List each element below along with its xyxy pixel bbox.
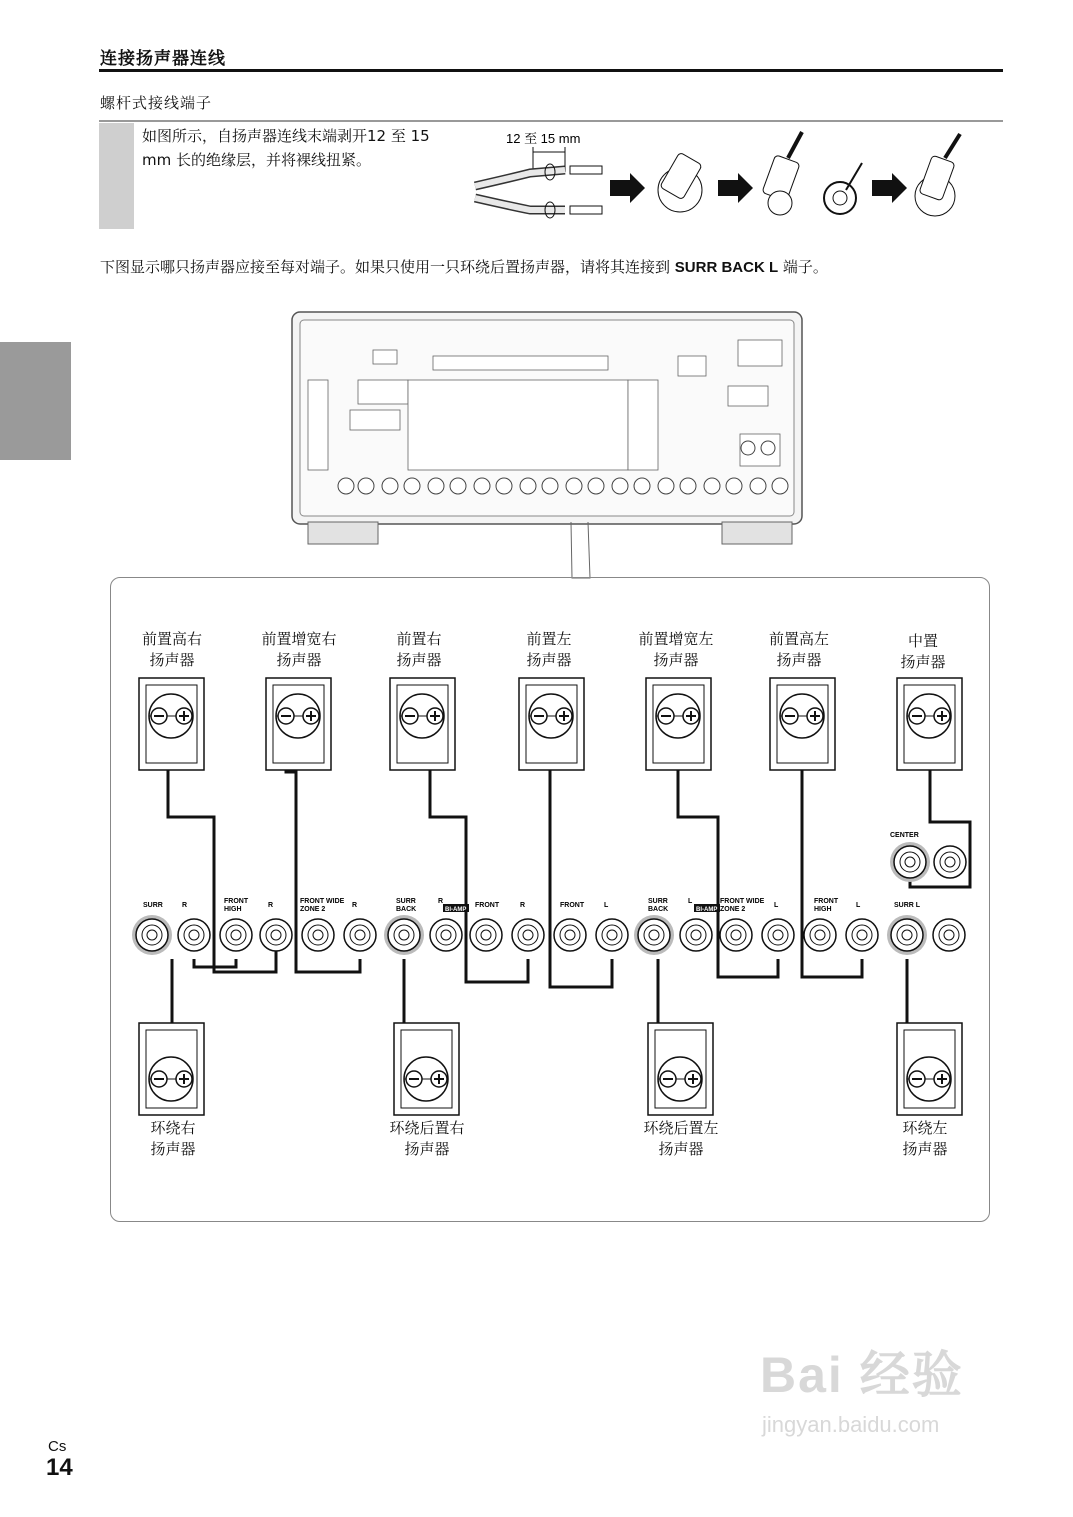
terminal-label: CENTER xyxy=(890,832,919,839)
speaker-terminal xyxy=(470,919,502,951)
terminal-step-2-icon xyxy=(762,132,802,215)
front-wide-left-label: 前置增宽左 扬声器 xyxy=(638,630,714,669)
terminal-label: R xyxy=(268,902,274,909)
speaker-terminal xyxy=(178,919,210,951)
dimension-label: 12 至 15 mm xyxy=(506,131,581,146)
baidu-watermark-url: jingyan.baidu.com xyxy=(762,1412,940,1437)
terminal-label: FRONT WIDE ZONE 2 xyxy=(300,898,345,913)
terminal-label: FRONT xyxy=(560,902,585,909)
speaker-terminal xyxy=(384,915,424,955)
front-right-label: 前置右 扬声器 xyxy=(396,630,442,669)
terminal-label: R xyxy=(520,902,526,909)
terminal-label: FRONT HIGH xyxy=(224,898,249,913)
baidu-watermark: Bai 经验 xyxy=(760,1347,964,1403)
speaker-terminal xyxy=(933,919,965,951)
center-terminal xyxy=(890,842,930,882)
title-rule xyxy=(99,69,1003,72)
surround-left-label: 环绕左 扬声器 xyxy=(902,1119,948,1158)
speaker-terminal xyxy=(554,919,586,951)
speaker-terminal xyxy=(680,919,712,951)
surround-back-left-speaker-icon xyxy=(648,1023,713,1115)
center-terminal xyxy=(934,846,966,878)
terminal-label: FRONT WIDE ZONE 2 xyxy=(720,898,765,913)
front-high-left-label: 前置高左 扬声器 xyxy=(768,630,829,669)
surround-right-label: 环绕右 扬声器 xyxy=(150,1119,196,1158)
wire-loop-icon xyxy=(824,163,862,214)
speaker-terminal xyxy=(634,915,674,955)
terminal-step-1-icon xyxy=(658,152,702,212)
instruction-text: 如图所示，自扬声器连线末端剥开12 至 15 mm 长的绝缘层，并将裸线扭紧。 xyxy=(142,127,430,169)
speaker-terminal xyxy=(846,919,878,951)
chapter-tab xyxy=(0,342,71,460)
page-language: Cs xyxy=(48,1438,67,1455)
page-number: 14 xyxy=(46,1454,73,1481)
terminal-label: SURR BACK xyxy=(648,898,669,913)
speaker-terminal xyxy=(762,919,794,951)
bi-amp-badge: BI-AMP xyxy=(445,907,467,913)
terminal-label: L xyxy=(604,902,609,909)
front-wide-right-speaker-icon xyxy=(266,678,331,770)
front-wide-right-label: 前置增宽右 扬声器 xyxy=(261,630,337,669)
surround-back-left-label: 环绕后置左 扬声器 xyxy=(643,1119,719,1158)
subsection-rule xyxy=(99,120,1003,122)
speaker-terminal xyxy=(804,919,836,951)
front-high-right-label: 前置高右 扬声器 xyxy=(141,630,202,669)
front-high-right-speaker-icon xyxy=(139,678,204,770)
terminal-label: SURR L xyxy=(894,902,921,909)
front-high-left-speaker-icon xyxy=(770,678,835,770)
terminal-label: FRONT HIGH xyxy=(814,898,839,913)
terminal-label: R xyxy=(438,898,444,905)
terminal-label: L xyxy=(688,898,693,905)
speaker-wiring-diagram xyxy=(110,577,990,1222)
front-left-speaker-icon xyxy=(519,678,584,770)
speaker-terminal xyxy=(887,915,927,955)
bi-amp-badge: BI-AMP xyxy=(696,907,718,913)
speaker-terminal xyxy=(302,919,334,951)
surround-right-speaker-icon xyxy=(139,1023,204,1115)
receiver-rear-panel xyxy=(288,310,808,580)
speaker-terminal xyxy=(260,919,292,951)
terminal-label: L xyxy=(774,902,779,909)
center-speaker-label: 中置 扬声器 xyxy=(900,632,946,671)
surround-back-right-speaker-icon xyxy=(394,1023,459,1115)
speaker-terminal xyxy=(220,919,252,951)
speaker-wire xyxy=(550,752,612,987)
intro-text: 下图显示哪只扬声器应接至每对端子。如果只使用一只环绕后置扬声器，请将其连接到 SURR BACK L 端子。 xyxy=(100,258,828,276)
terminal-label: L xyxy=(856,902,861,909)
instruction-marker xyxy=(99,123,134,229)
wire-stripping-illustration xyxy=(470,128,990,228)
speaker-terminal xyxy=(596,919,628,951)
surround-back-right-label: 环绕后置右 扬声器 xyxy=(389,1119,465,1158)
front-right-speaker-icon xyxy=(390,678,455,770)
front-left-label: 前置左 扬声器 xyxy=(526,630,572,669)
subsection-title: 螺杆式接线端子 xyxy=(100,94,213,112)
speaker-terminal xyxy=(430,919,462,951)
front-wide-left-speaker-icon xyxy=(646,678,711,770)
terminal-label: SURR BACK xyxy=(396,898,417,913)
terminal-label: FRONT xyxy=(475,902,500,909)
terminal-label: R xyxy=(352,902,358,909)
speaker-terminal xyxy=(132,915,172,955)
surround-left-speaker-icon xyxy=(897,1023,962,1115)
section-title: 连接扬声器连线 xyxy=(100,49,226,69)
terminal-step-3-icon xyxy=(915,134,960,216)
speaker-terminal xyxy=(344,919,376,951)
terminal-label: SURR xyxy=(143,902,163,909)
speaker-terminal xyxy=(512,919,544,951)
speaker-terminal xyxy=(720,919,752,951)
terminal-label: R xyxy=(182,902,188,909)
center-speaker-icon xyxy=(897,678,962,770)
